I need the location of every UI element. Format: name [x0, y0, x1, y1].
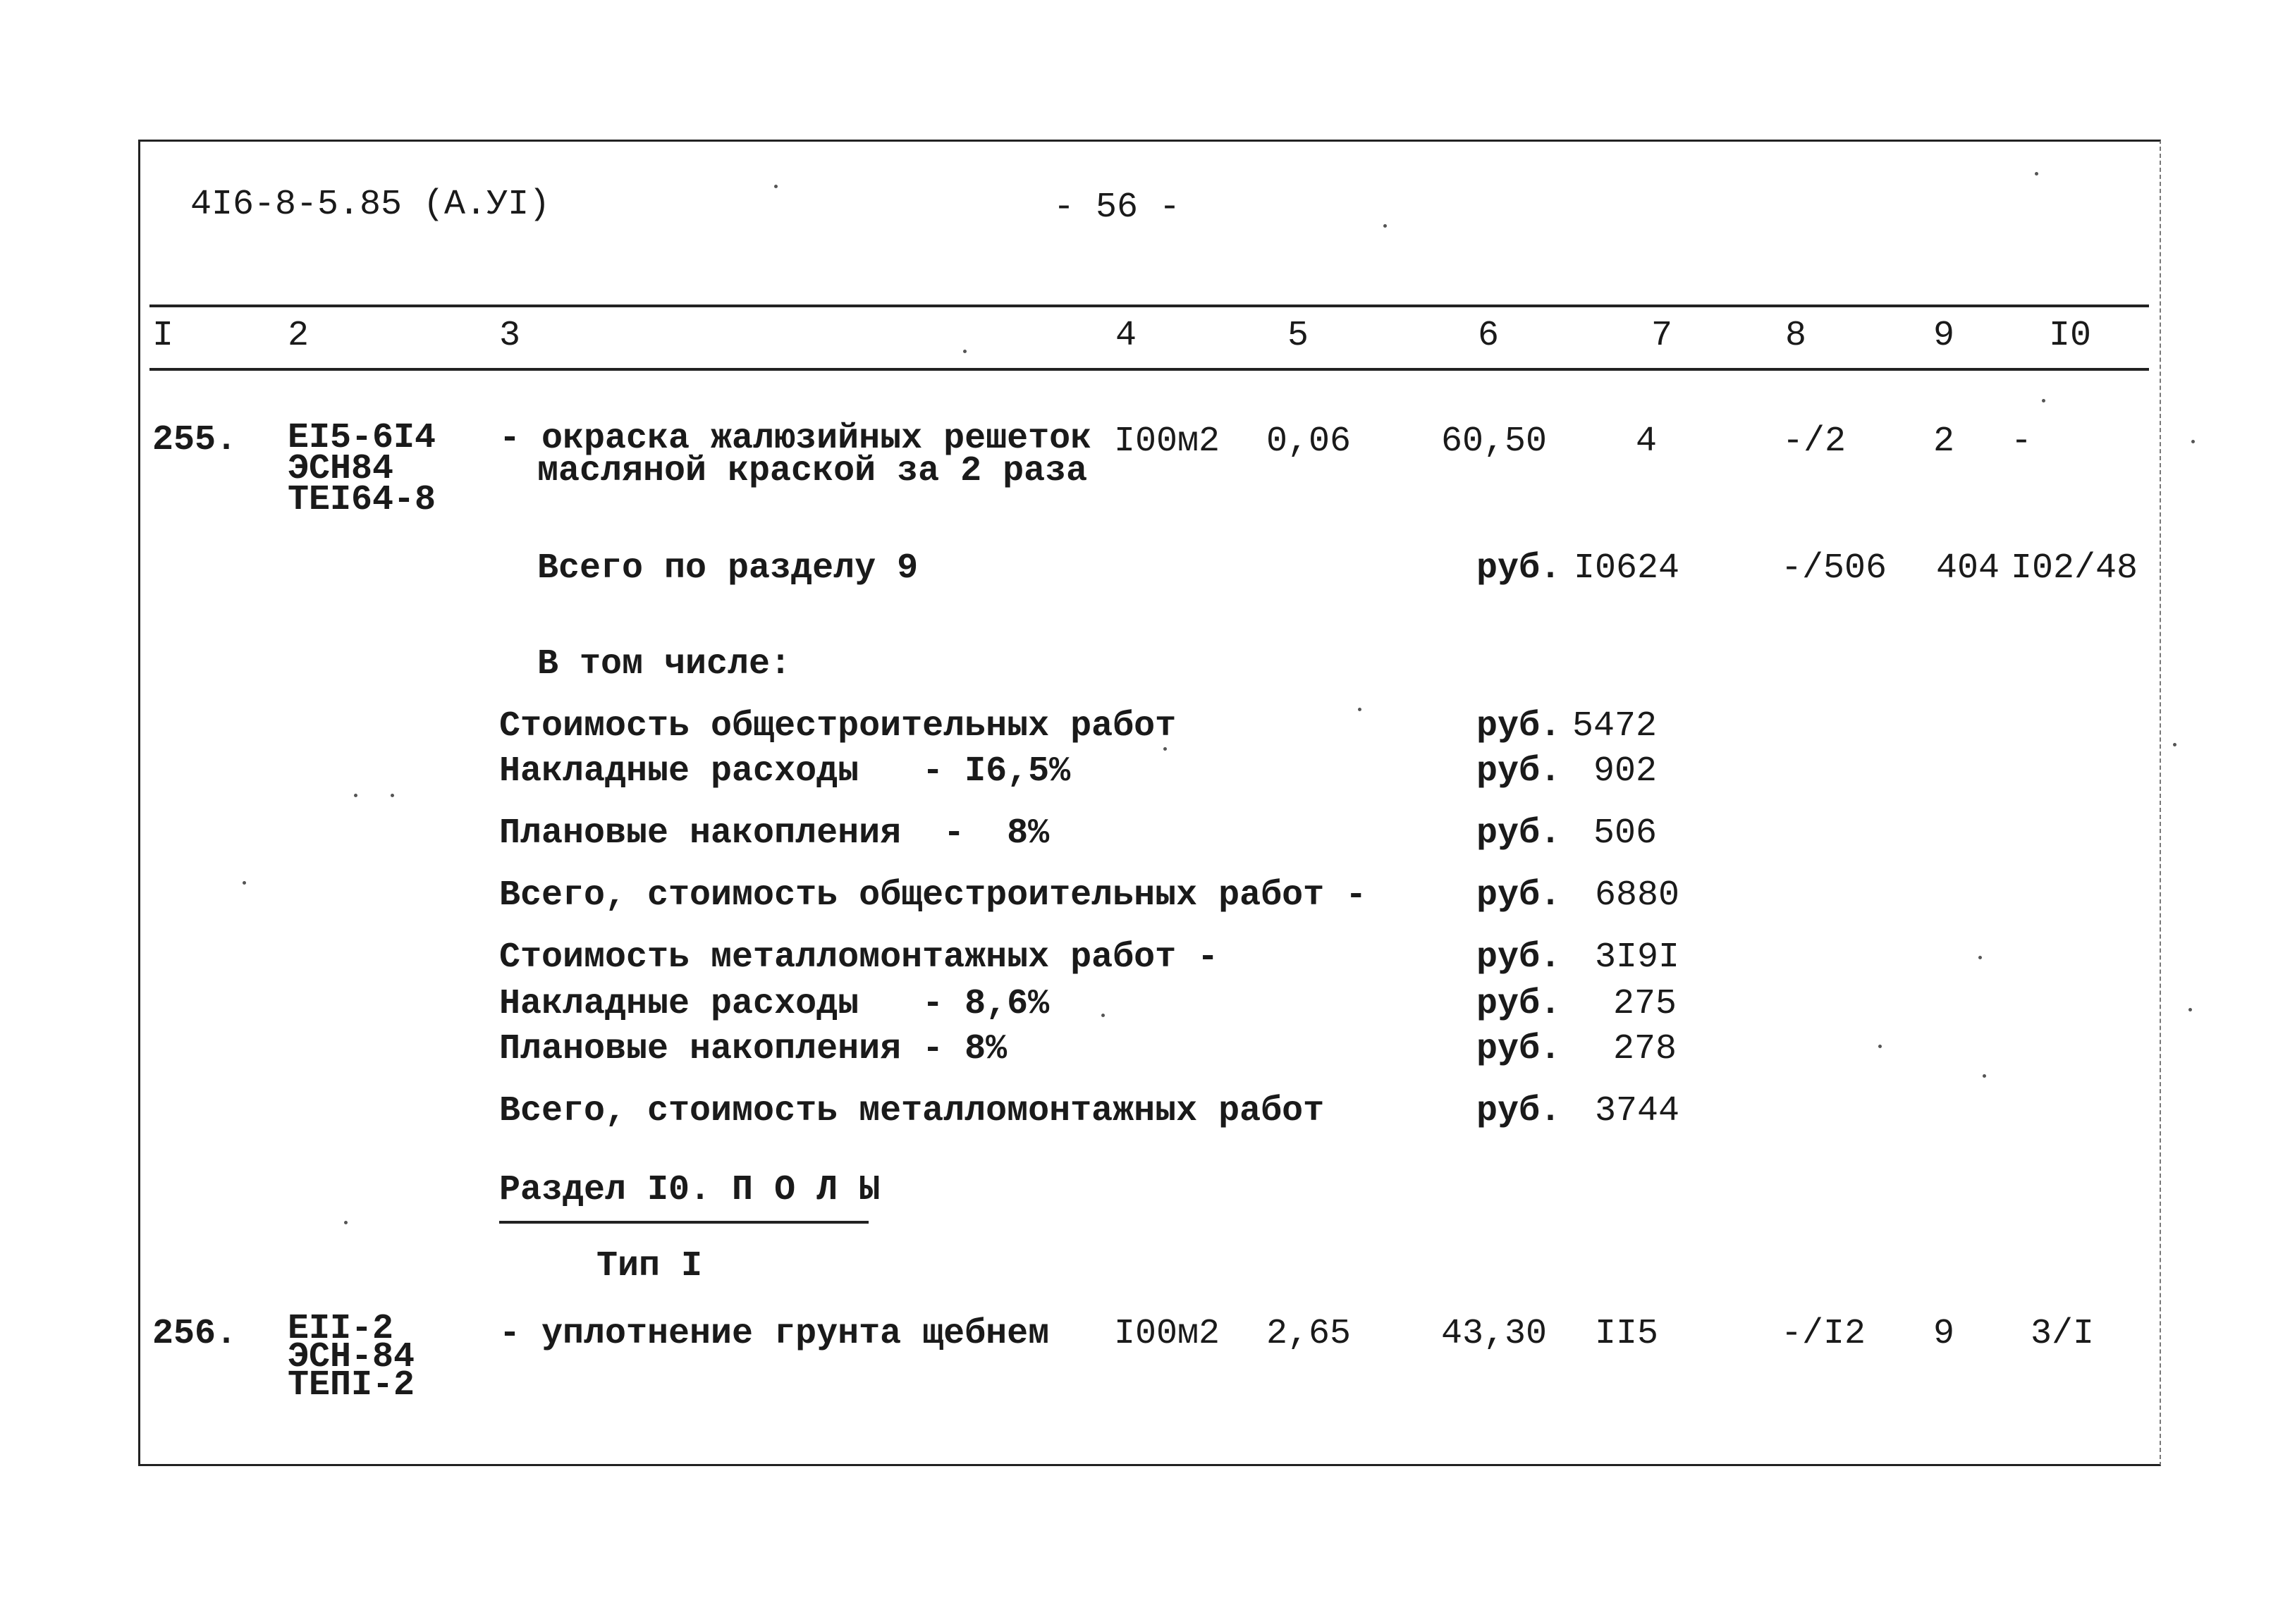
section10-title: Раздел I0. П О Л Ы: [499, 1170, 881, 1210]
col-header-9: 9: [1933, 316, 1955, 356]
col-header-10: I0: [2049, 316, 2092, 356]
breakdown-amount-4: 6880: [1595, 875, 1680, 916]
section9-total-col10: I02/48: [2011, 548, 2138, 589]
row255-col8: -/2: [1782, 422, 1847, 462]
row256-total: II5: [1595, 1314, 1659, 1354]
row255-desc-line2: масляной краской за 2 раза: [537, 451, 1088, 491]
col-header-6: 6: [1478, 316, 1500, 356]
section9-total-currency: руб.: [1476, 548, 1562, 589]
scan-speck: [2042, 399, 2045, 402]
breakdown-currency-1: руб.: [1476, 706, 1562, 746]
section10-type: Тип I: [596, 1246, 703, 1286]
breakdown-amount-1: 5472: [1572, 706, 1658, 746]
row256-col10: 3/I: [2031, 1314, 2095, 1354]
scan-speck: [1358, 708, 1361, 711]
breakdown-currency-5: руб.: [1476, 937, 1562, 978]
row255-code-3: ТЕI64-8: [288, 480, 436, 520]
header-rule-bottom: [149, 368, 2149, 371]
col-header-3: 3: [499, 316, 521, 356]
including-label: В том числе:: [537, 644, 792, 684]
breakdown-label-6: Накладные расходы - 8,6%: [499, 984, 1050, 1024]
page-number: - 56 -: [1053, 187, 1181, 228]
scan-speck: [1878, 1045, 1882, 1048]
scan-speck: [2035, 172, 2038, 176]
breakdown-currency-3: руб.: [1476, 813, 1562, 854]
breakdown-currency-7: руб.: [1476, 1029, 1562, 1069]
row256-number: 256.: [152, 1314, 238, 1354]
row255-col10: -: [2011, 422, 2033, 462]
scan-speck: [1978, 956, 1982, 959]
breakdown-amount-8: 3744: [1595, 1091, 1680, 1131]
row255-code-1: EI5-6I4: [288, 418, 436, 458]
col-header-7: 7: [1651, 316, 1673, 356]
page-frame: [138, 140, 2161, 1466]
row256-col9: 9: [1933, 1314, 1955, 1354]
scan-speck: [2173, 743, 2176, 746]
col-header-1: I: [152, 316, 174, 356]
breakdown-currency-6: руб.: [1476, 984, 1562, 1024]
breakdown-amount-5: 3I9I: [1595, 937, 1680, 978]
row256-unit: I00м2: [1114, 1314, 1220, 1354]
scan-speck: [2191, 440, 2195, 443]
breakdown-label-2: Накладные расходы - I6,5%: [499, 751, 1071, 792]
scan-speck: [1983, 1074, 1986, 1078]
row255-qty: 0,06: [1266, 422, 1352, 462]
breakdown-amount-6: 275: [1613, 984, 1677, 1024]
row256-qty: 2,65: [1266, 1314, 1352, 1354]
doc-code: 4I6-8-5.85 (A.УI): [190, 185, 551, 225]
section9-total-col8: -/506: [1781, 548, 1887, 589]
row255-unit: I00м2: [1114, 422, 1220, 462]
scan-speck: [391, 794, 394, 797]
scan-speck: [963, 350, 967, 353]
col-header-4: 4: [1115, 316, 1137, 356]
col-header-2: 2: [288, 316, 310, 356]
breakdown-currency-8: руб.: [1476, 1091, 1562, 1131]
section9-total-label: Всего по разделу 9: [537, 548, 919, 589]
row255-price: 60,50: [1441, 422, 1548, 462]
breakdown-amount-2: 902: [1593, 751, 1658, 792]
section9-total-col9: 404: [1936, 548, 2000, 589]
section10-underline: [499, 1221, 869, 1224]
scan-speck: [774, 185, 778, 188]
row256-code-2: ЭСН-84: [288, 1337, 415, 1377]
row256-price: 43,30: [1441, 1314, 1548, 1354]
breakdown-label-4: Всего, стоимость общестроительных работ -: [499, 875, 1367, 916]
scan-speck: [1163, 747, 1167, 751]
breakdown-label-1: Стоимость общестроительных работ: [499, 706, 1177, 746]
scan-speck: [243, 881, 246, 885]
breakdown-amount-7: 278: [1613, 1029, 1677, 1069]
row256-code-3: ТЕПI-2: [288, 1365, 415, 1405]
row255-number: 255.: [152, 420, 238, 460]
scan-speck: [2188, 1008, 2192, 1011]
breakdown-amount-3: 506: [1593, 813, 1658, 854]
breakdown-currency-2: руб.: [1476, 751, 1562, 792]
breakdown-label-8: Всего, стоимость металломонтажных работ: [499, 1091, 1325, 1131]
scan-speck: [1383, 224, 1387, 228]
row256-code-1: EII-2: [288, 1309, 394, 1349]
row256-desc: - уплотнение грунта щебнем: [499, 1314, 1050, 1354]
scan-speck: [1101, 1014, 1105, 1017]
row255-col9: 2: [1933, 422, 1955, 462]
row255-total: 4: [1636, 422, 1658, 462]
row256-col8: -/I2: [1781, 1314, 1866, 1354]
header-rule-top: [149, 304, 2149, 307]
scan-speck: [344, 1221, 348, 1224]
row255-desc-line1: - окраска жалюзийных решеток: [499, 419, 1092, 459]
breakdown-currency-4: руб.: [1476, 875, 1562, 916]
section9-total-amount: I0624: [1574, 548, 1680, 589]
breakdown-label-3: Плановые накопления - 8%: [499, 813, 1050, 854]
scan-speck: [354, 794, 357, 797]
col-header-5: 5: [1287, 316, 1309, 356]
row255-code-2: ЭСН84: [288, 449, 394, 489]
breakdown-label-5: Стоимость металломонтажных работ -: [499, 937, 1219, 978]
col-header-8: 8: [1785, 316, 1807, 356]
breakdown-label-7: Плановые накопления - 8%: [499, 1029, 1008, 1069]
